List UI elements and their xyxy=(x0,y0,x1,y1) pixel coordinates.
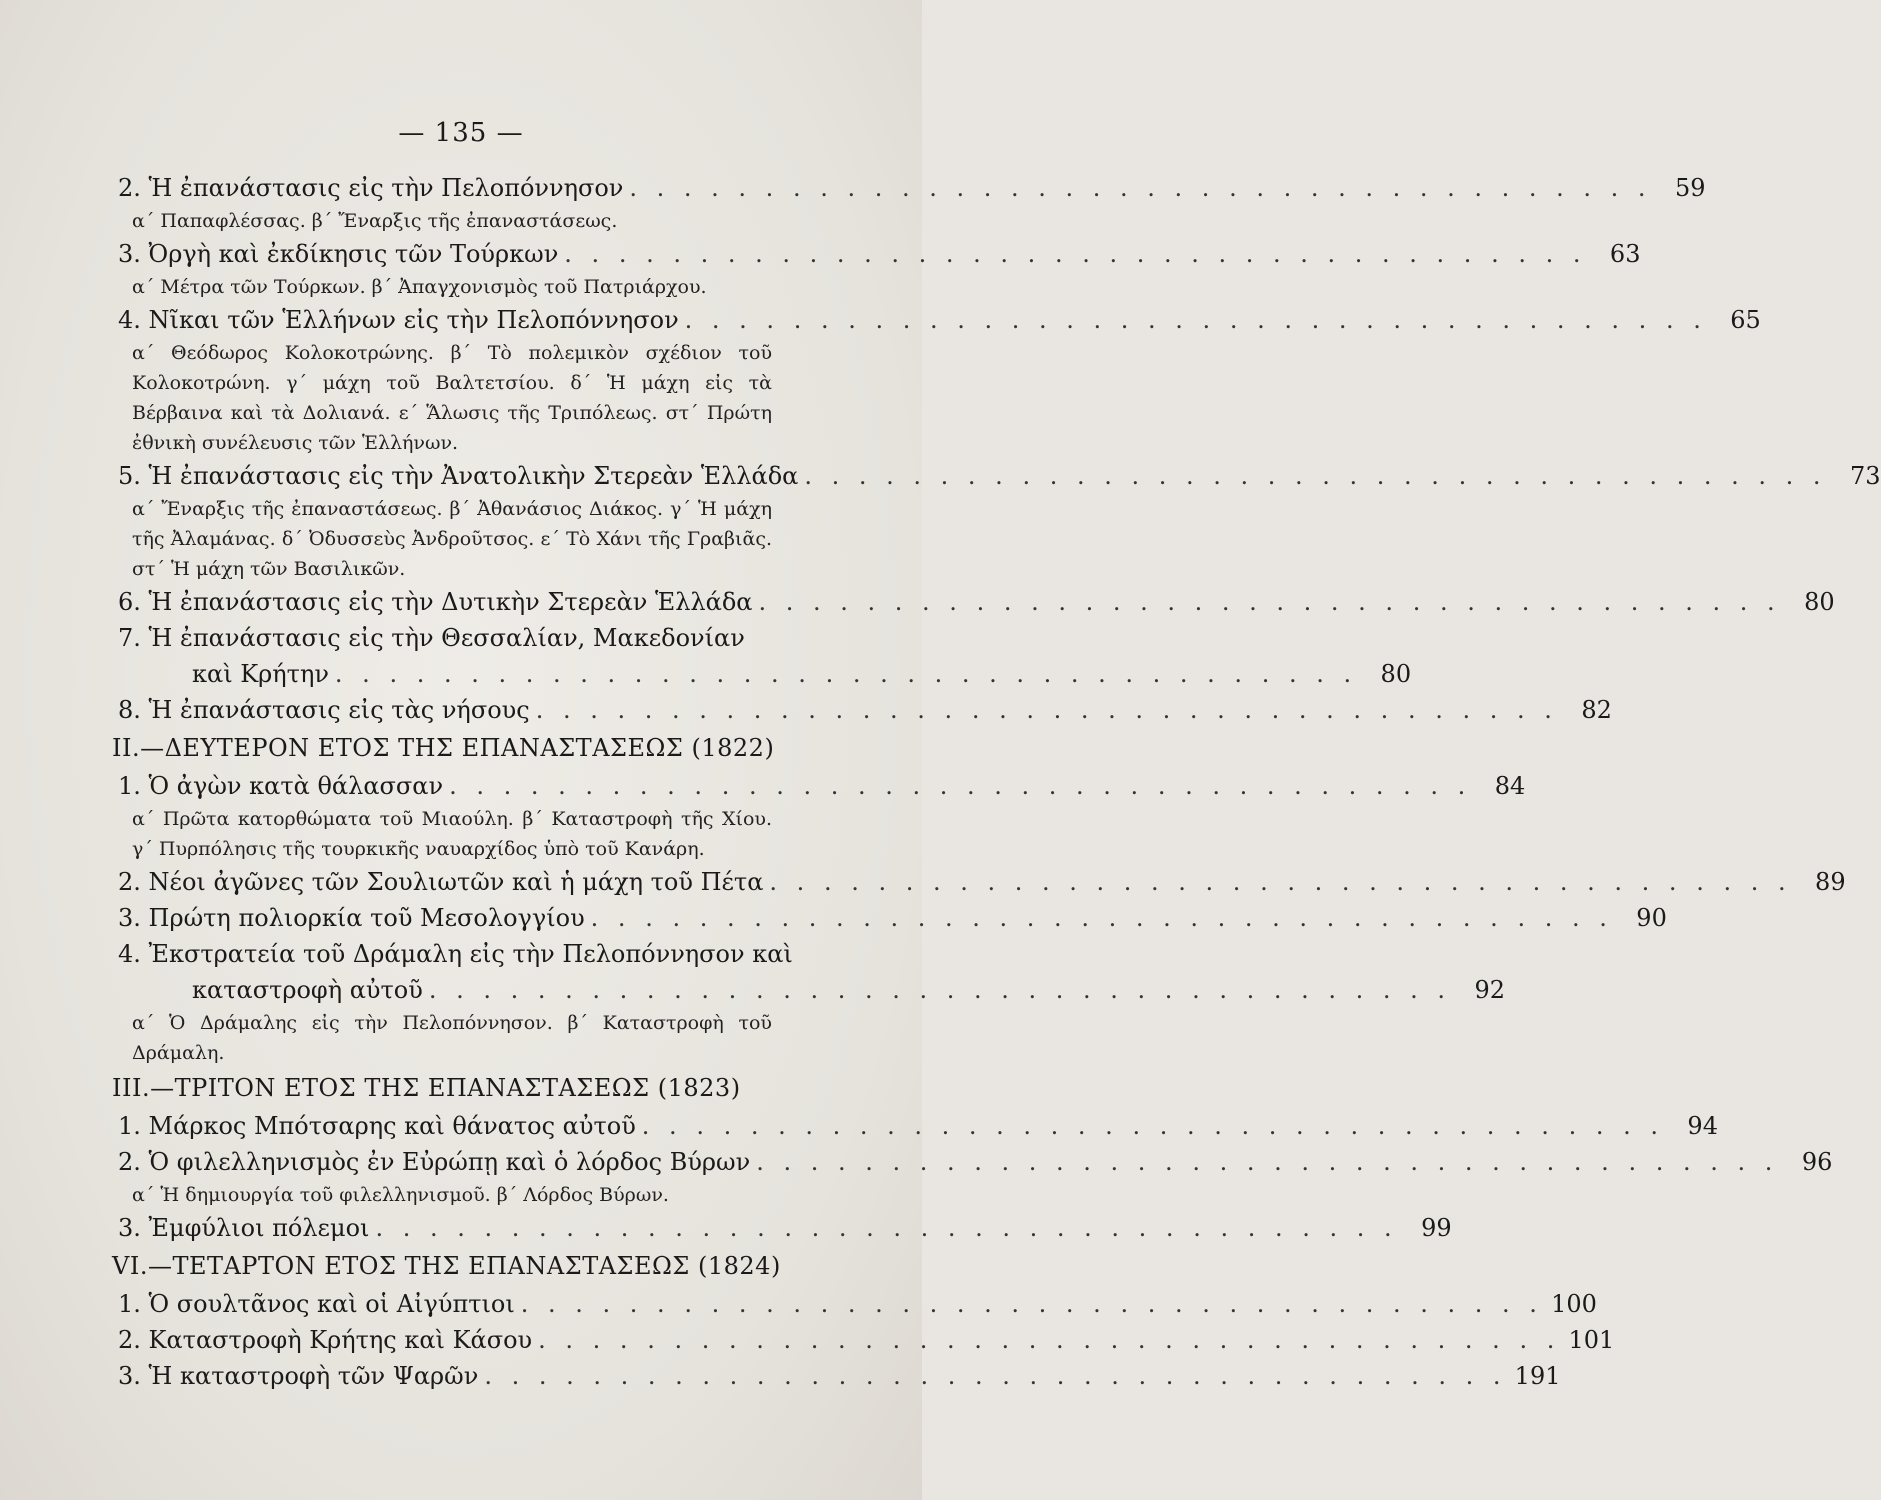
section-heading: VI.—ΤΕΤΑΡΤΟΝ ΕΤΟΣ ΤΗΣ ΕΠΑΝΑΣΤΑΣΕΩΣ (1824) xyxy=(112,1252,781,1280)
entry-number: 6. xyxy=(118,588,141,616)
entry-title-continued: καὶ Κρήτην xyxy=(192,660,329,688)
entry-number: 2. xyxy=(118,1148,141,1176)
entry-subtopics: α΄ Πρῶτα κατορθώματα τοῦ Μιαούλη. β΄ Καταστροφὴ τῆς Χίου. γ΄ Πυρπόλησις τῆς τουρκικῆς ναυαρχίδος ὑπὸ τοῦ Κανάρη. xyxy=(132,808,772,860)
dot-leader xyxy=(679,302,1713,338)
page-number: — 135 — xyxy=(398,118,524,148)
entry-page: 89 xyxy=(1815,868,1846,896)
entry-page: 59 xyxy=(1675,174,1706,202)
entry-title: Ὁ ἀγὼν κατὰ θάλασσαν xyxy=(148,772,444,800)
entry-title: Πρώτη πολιορκία τοῦ Μεσολογγίου xyxy=(148,904,585,932)
entry-page: 99 xyxy=(1421,1214,1452,1242)
table-of-contents xyxy=(112,170,1881,1394)
entry-title: Ἡ καταστροφὴ τῶν Ψαρῶν xyxy=(148,1362,479,1390)
dot-leader xyxy=(750,1144,1784,1180)
toc-entry xyxy=(118,236,1641,272)
section-heading: III.—ΤΡΙΤΟΝ ΕΤΟΣ ΤΗΣ ΕΠΑΝΑΣΤΑΣΕΩΣ (1823) xyxy=(112,1074,741,1102)
entry-title: Ἐμφύλιοι πόλεμοι xyxy=(148,1214,370,1242)
entry-title: Ἡ ἐπανάστασις εἰς τὴν Ἀνατολικὴν Στερεὰν Ἑλλάδα xyxy=(148,462,799,490)
entry-subtopics: α΄ Ἔναρξις τῆς ἐπαναστάσεως. β΄ Ἀθανάσιος Διάκος. γ΄ Ἡ μάχη τῆς Ἀλαμάνας. δ΄ Ὀδυσσεὺς Ἀνδροῦτσος. ε΄ Τὸ Χάνι τῆς Γραβιᾶς. στ΄ Ἡ μάχη τῶν Βασιλικῶν. xyxy=(132,498,772,580)
entry-title: Ἡ ἐπανάστασις εἰς τὴν Δυτικὴν Στερεὰν Ἑλλάδα xyxy=(148,588,753,616)
entry-title-continued: καταστροφὴ αὐτοῦ xyxy=(192,976,423,1004)
dot-leader xyxy=(369,1210,1403,1246)
dot-leader xyxy=(329,656,1363,692)
entry-subtopics: α΄ Ὁ Δράμαλης εἰς τὴν Πελοπόννησον. β΄ Καταστροφὴ τοῦ Δράμαλη. xyxy=(132,1012,772,1064)
entry-title: Ὁ σουλτᾶνος καὶ οἱ Αἰγύπτιοι xyxy=(148,1290,515,1318)
toc-entry xyxy=(118,1322,1615,1358)
entry-subtopics: α΄ Παπαφλέσσας. β΄ Ἔναρξις τῆς ἐπαναστάσεως. xyxy=(132,210,618,232)
entry-title: Ἡ ἐπανάστασις εἰς τὰς νήσους xyxy=(148,696,530,724)
dot-leader xyxy=(585,900,1619,936)
entry-title: Νέοι ἀγῶνες τῶν Σουλιωτῶν καὶ ἡ μάχη τοῦ Πέτα xyxy=(148,868,764,896)
entry-page: 101 xyxy=(1568,1326,1615,1354)
entry-page: 84 xyxy=(1494,772,1526,800)
toc-entry-continuation xyxy=(118,972,1506,1008)
entry-number: 5. xyxy=(118,462,141,490)
entry-page: 100 xyxy=(1551,1290,1597,1318)
toc-entry xyxy=(118,584,1835,620)
entry-number: 2. xyxy=(118,868,141,896)
dot-leader xyxy=(443,768,1477,804)
dot-leader xyxy=(532,1322,1566,1358)
toc-entry xyxy=(118,1108,1718,1144)
toc-entry xyxy=(118,864,1846,900)
dot-leader xyxy=(478,1358,1512,1394)
dot-leader xyxy=(558,236,1592,272)
entry-number: 4. xyxy=(118,940,141,968)
entry-title: Ἡ ἐπανάστασις εἰς τὴν Πελοπόννησον xyxy=(148,174,624,202)
entry-number: 3. xyxy=(118,240,141,268)
dot-leader xyxy=(515,1286,1549,1322)
entry-number: 1. xyxy=(118,1290,141,1318)
entry-number: 1. xyxy=(118,772,141,800)
entry-page: 65 xyxy=(1730,306,1761,334)
entry-subtopics: α΄ Μέτρα τῶν Τούρκων. β΄ Ἀπαγχονισμὸς τοῦ Πατριάρχου. xyxy=(132,276,707,298)
entry-number: 3. xyxy=(118,1362,141,1390)
toc-entry xyxy=(118,692,1612,728)
toc-entry xyxy=(118,170,1706,206)
section-heading: II.—ΔΕΥΤΕΡΟΝ ΕΤΟΣ ΤΗΣ ΕΠΑΝΑΣΤΑΣΕΩΣ (1822) xyxy=(112,734,775,762)
entry-page: 73 xyxy=(1850,462,1881,490)
toc-entry xyxy=(118,1210,1452,1246)
entry-page: 92 xyxy=(1474,976,1506,1004)
dot-leader xyxy=(530,692,1564,728)
toc-entry xyxy=(118,302,1761,338)
entry-number: 2. xyxy=(118,174,141,202)
toc-entry xyxy=(118,1144,1833,1180)
toc-entry xyxy=(118,936,818,972)
entry-page: 80 xyxy=(1804,588,1835,616)
entry-page: 96 xyxy=(1801,1148,1833,1176)
entry-subtopics: α΄ Ἡ δημιουργία τοῦ φιλελληνισμοῦ. β΄ Λόρδος Βύρων. xyxy=(132,1184,669,1206)
entry-number: 4. xyxy=(118,306,141,334)
entry-page: 191 xyxy=(1514,1362,1561,1390)
dot-leader xyxy=(798,458,1832,494)
toc-entry xyxy=(118,1286,1597,1322)
entry-title: Ὁ φιλελληνισμὸς ἐν Εὐρώπῃ καὶ ὁ λόρδος Βύρων xyxy=(148,1148,751,1176)
entry-page: 82 xyxy=(1581,696,1612,724)
entry-title: Ἡ ἐπανάστασις εἰς τὴν Θεσσαλίαν, Μακεδονίαν xyxy=(148,624,745,652)
entry-number: 3. xyxy=(118,904,141,932)
entry-title: Μάρκος Μπότσαρης καὶ θάνατος αὐτοῦ xyxy=(148,1112,636,1140)
entry-number: 2. xyxy=(118,1326,141,1354)
dot-leader xyxy=(753,584,1787,620)
entry-page: 80 xyxy=(1380,660,1412,688)
entry-title: Καταστροφὴ Κρήτης καὶ Κάσου xyxy=(148,1326,533,1354)
dot-leader xyxy=(423,972,1457,1008)
entry-page: 63 xyxy=(1609,240,1641,268)
entry-title: Ὀργὴ καὶ ἐκδίκησις τῶν Τούρκων xyxy=(148,240,559,268)
entry-number: 3. xyxy=(118,1214,141,1242)
toc-entry-continuation xyxy=(118,656,1412,692)
toc-entry xyxy=(118,1358,1561,1394)
toc-entry xyxy=(118,900,1667,936)
entry-number: 7. xyxy=(118,624,141,652)
entry-page: 90 xyxy=(1636,904,1667,932)
dot-leader xyxy=(636,1108,1670,1144)
toc-entry xyxy=(118,768,1526,804)
dot-leader xyxy=(763,864,1797,900)
entry-title: Νῖκαι τῶν Ἑλλήνων εἰς τὴν Πελοπόννησον xyxy=(148,306,679,334)
dot-leader xyxy=(623,170,1657,206)
toc-entry xyxy=(118,458,1881,494)
toc-entry xyxy=(118,620,818,656)
entry-number: 8. xyxy=(118,696,141,724)
entry-page: 94 xyxy=(1687,1112,1718,1140)
entry-number: 1. xyxy=(118,1112,141,1140)
entry-title: Ἐκστρατεία τοῦ Δράμαλη εἰς τὴν Πελοπόννησον καὶ xyxy=(148,940,793,968)
entry-subtopics: α΄ Θεόδωρος Κολοκοτρώνης. β΄ Τὸ πολεμικὸν σχέδιον τοῦ Κολοκοτρώνη. γ΄ μάχη τοῦ Βαλτετσίου. δ΄ Ἡ μάχη εἰς τὰ Βέρβαινα καὶ τὰ Δολιανά. ε΄ Ἅλωσις τῆς Τριπόλεως. στ΄ Πρώτη ἐθνικὴ συνέλευσις τῶν Ἑλλήνων. xyxy=(132,342,772,454)
